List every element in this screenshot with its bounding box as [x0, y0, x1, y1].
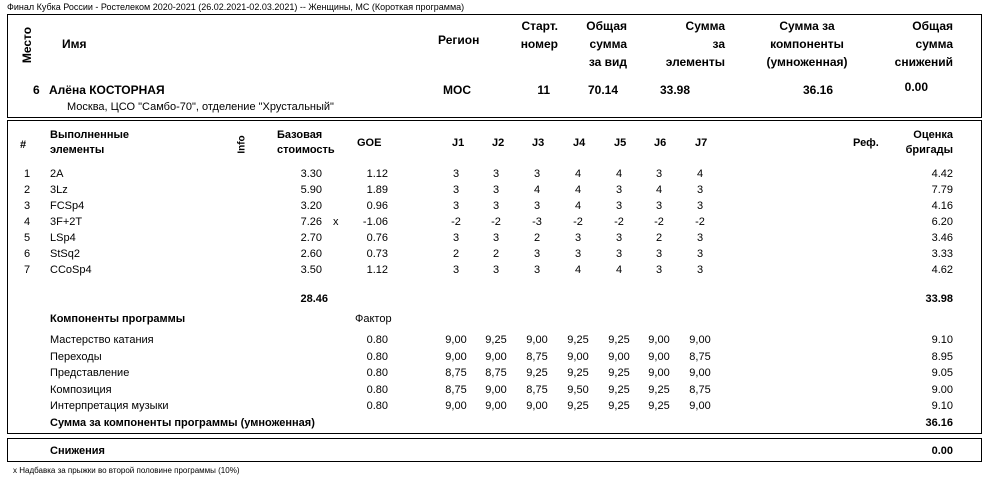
component-panel-score: 9.10: [931, 334, 953, 346]
element-name: 3F+2T: [50, 216, 83, 228]
component-j5-score: 9,25: [608, 367, 630, 379]
col-j4-label: J4: [573, 137, 586, 149]
element-j5-score: 3: [615, 232, 623, 244]
col-base-line: Базовая: [277, 129, 323, 141]
component-j6-score: 9,25: [648, 400, 670, 412]
element-j2-score: 3: [492, 200, 500, 212]
element-panel-score: 4.42: [931, 168, 953, 180]
element-j7-score: -2: [695, 216, 705, 228]
col-j6-label: J6: [654, 137, 667, 149]
element-number: 3: [24, 200, 31, 212]
col-base-line: стоимость: [277, 144, 335, 156]
total-label: [560, 17, 627, 71]
component-j2-score: 8,75: [485, 367, 507, 379]
element-number: 4: [24, 216, 31, 228]
element-j3-score: 3: [533, 248, 541, 260]
element-j6-score: 3: [655, 200, 663, 212]
col-j5-label: J5: [614, 137, 627, 149]
component-factor: 0.80: [366, 383, 388, 396]
element-j2-score: -2: [491, 216, 501, 228]
element-j1-score: -2: [451, 216, 461, 228]
element-goe: 0.96: [366, 200, 388, 212]
col-j3-label: J3: [532, 137, 545, 149]
element-j2-score: 3: [492, 168, 500, 180]
component-name: Представление: [50, 367, 130, 379]
element-panel-score: 3.33: [931, 248, 953, 260]
component-panel-score: 9.05: [931, 367, 953, 379]
component-j6-score: 9,25: [648, 383, 670, 396]
col-j7-label: J7: [695, 137, 708, 149]
elements-score-total: 33.98: [925, 293, 953, 305]
element-j5-score: 3: [615, 248, 623, 260]
element-j3-score: 4: [533, 184, 541, 196]
element-goe: 0.76: [366, 232, 388, 244]
col-panel-line: Оценка: [913, 129, 953, 141]
skater-elements-score: 33.98: [659, 83, 690, 97]
element-j6-score: 3: [655, 264, 663, 276]
element-j4-score: 3: [574, 248, 582, 260]
element-number: 6: [24, 248, 31, 260]
col-j2-label: J2: [492, 137, 505, 149]
component-j4-score: 9,50: [567, 383, 589, 396]
element-j5-score: 3: [615, 184, 623, 196]
element-j3-score: 3: [533, 168, 541, 180]
element-j1-score: 3: [452, 200, 460, 212]
component-name: Интерпретация музыки: [50, 400, 169, 412]
element-name: 3Lz: [50, 184, 68, 196]
element-j6-score: 3: [655, 248, 663, 260]
element-j1-score: 3: [452, 232, 460, 244]
element-j1-score: 3: [452, 184, 460, 196]
element-j7-score: 3: [696, 200, 704, 212]
component-j1-score: 9,00: [445, 334, 467, 346]
component-j5-score: 9,25: [608, 400, 630, 412]
component-j6-score: 9,00: [648, 367, 670, 379]
element-j1-score: 3: [452, 264, 460, 276]
component-j2-score: 9,25: [485, 334, 507, 346]
element-j4-score: 4: [574, 168, 582, 180]
element-j2-score: 2: [492, 248, 500, 260]
element-j1-score: 3: [452, 168, 460, 180]
skater-total: 70.14: [587, 83, 618, 97]
elements-sum-label-line: элементы: [665, 55, 725, 69]
element-base-value: 3.30: [300, 168, 322, 180]
element-j4-score: -2: [573, 216, 583, 228]
deductions-box: [7, 438, 982, 462]
start-label-line: Старт.: [521, 19, 558, 33]
element-j1-score: 2: [452, 248, 460, 260]
name-label: Имя: [62, 37, 87, 51]
component-j3-score: 9,00: [526, 334, 548, 346]
start-label-line: номер: [520, 37, 558, 51]
col-ref-label: Реф.: [853, 137, 879, 149]
element-panel-score: 6.20: [931, 216, 953, 228]
element-j4-score: 4: [574, 184, 582, 196]
col-goe-label: GOE: [357, 137, 382, 149]
element-name: StSq2: [50, 248, 80, 260]
element-number: 1: [24, 168, 31, 180]
element-name: 2A: [50, 168, 64, 180]
element-goe: 1.12: [366, 168, 388, 180]
element-number: 2: [24, 184, 31, 196]
element-j6-score: 3: [655, 168, 663, 180]
element-number: 7: [24, 264, 31, 276]
deductions-label-row: Снижения: [50, 445, 105, 457]
col-panel-line: бригады: [905, 144, 953, 156]
components-sum-label-line: компоненты: [770, 37, 844, 51]
col-num-label: #: [20, 139, 27, 151]
skater-deductions: 0.00: [904, 80, 928, 94]
components-sum-label-line: (умноженная): [766, 55, 848, 69]
component-j6-score: 9,00: [648, 350, 670, 363]
element-j3-score: 3: [533, 264, 541, 276]
component-j7-score: 8,75: [689, 350, 711, 363]
component-j1-score: 8,75: [445, 383, 467, 396]
element-j6-score: 2: [655, 232, 663, 244]
element-j2-score: 3: [492, 232, 500, 244]
element-j6-score: -2: [654, 216, 664, 228]
element-goe: 1.89: [366, 184, 388, 196]
elements-sum-label: [640, 17, 725, 71]
element-base-value: 3.20: [300, 200, 322, 212]
component-factor: 0.80: [366, 334, 388, 346]
element-goe: 0.73: [366, 248, 388, 260]
component-j1-score: 8,75: [445, 367, 467, 379]
element-panel-score: 4.62: [931, 264, 953, 276]
skater-name: Алёна КОСТОРНАЯ: [49, 83, 165, 97]
element-j7-score: 3: [696, 264, 704, 276]
deductions-label: [880, 17, 953, 71]
element-j7-score: 3: [696, 232, 704, 244]
col-executed-line: Выполненные: [50, 129, 129, 141]
element-base-value: 2.60: [300, 248, 322, 260]
element-panel-score: 7.79: [931, 184, 953, 196]
elements-sum-label-line: Сумма: [685, 19, 725, 33]
component-j7-score: 9,00: [689, 400, 711, 412]
component-j2-score: 9,00: [485, 383, 507, 396]
element-base-value: 3.50: [300, 264, 322, 276]
components-title: Компоненты программы: [50, 313, 186, 325]
element-j3-score: 2: [533, 232, 541, 244]
elements-sum-label-line: за: [712, 37, 725, 51]
component-factor: 0.80: [366, 350, 388, 363]
component-j7-score: 8,75: [689, 383, 711, 396]
component-panel-score: 9.00: [931, 383, 953, 396]
element-j2-score: 3: [492, 184, 500, 196]
deductions-label-line: снижений: [894, 55, 953, 69]
element-j5-score: 4: [615, 168, 623, 180]
element-base-value: 5.90: [300, 184, 322, 196]
element-j4-score: 3: [574, 232, 582, 244]
component-factor: 0.80: [366, 367, 388, 379]
col-info-label: Info: [236, 135, 248, 154]
col-base-label: [277, 128, 335, 158]
component-j4-score: 9,00: [567, 350, 589, 363]
components-sum-label: [752, 17, 862, 71]
element-j2-score: 3: [492, 264, 500, 276]
elements-base-total: 28.46: [300, 293, 328, 305]
col-panel-label: [880, 128, 953, 158]
skater-components-score: 36.16: [802, 83, 833, 97]
component-j5-score: 9,25: [608, 383, 630, 396]
component-j2-score: 9,00: [485, 350, 507, 363]
element-j7-score: 4: [696, 168, 704, 180]
component-j5-score: 9,00: [608, 350, 630, 363]
deductions-score: 0.00: [931, 445, 953, 457]
deductions-label-line: сумма: [915, 37, 953, 51]
element-j6-score: 4: [655, 184, 663, 196]
component-j3-score: 9,00: [526, 400, 548, 412]
element-j3-score: 3: [533, 200, 541, 212]
start-label: [505, 17, 558, 53]
element-j5-score: 3: [615, 200, 623, 212]
total-label-line: Общая: [586, 19, 627, 33]
element-goe: 1.12: [366, 264, 388, 276]
element-name: CCoSp4: [50, 264, 92, 276]
skater-region: MOC: [443, 83, 471, 97]
component-j2-score: 9,00: [485, 400, 507, 412]
element-name: FCSp4: [50, 200, 85, 212]
component-j4-score: 9,25: [567, 400, 589, 412]
component-panel-score: 9.10: [931, 400, 953, 412]
element-j5-score: -2: [614, 216, 624, 228]
element-j7-score: 3: [696, 184, 704, 196]
element-number: 5: [24, 232, 31, 244]
components-total-score: 36.16: [925, 417, 953, 429]
element-panel-score: 3.46: [931, 232, 953, 244]
element-bonus-mark: x: [333, 216, 339, 228]
skater-start-no: 11: [537, 83, 550, 97]
element-j5-score: 4: [615, 264, 623, 276]
col-executed-line: элементы: [50, 144, 105, 156]
element-j4-score: 4: [574, 200, 582, 212]
component-j5-score: 9,25: [608, 334, 630, 346]
region-label: Регион: [438, 33, 480, 47]
total-label-line: за вид: [588, 55, 627, 69]
skater-club: Москва, ЦСО "Самбо-70", отделение "Хрустальный": [67, 101, 334, 113]
component-panel-score: 8.95: [931, 350, 953, 363]
component-j4-score: 9,25: [567, 334, 589, 346]
element-j3-score: -3: [532, 216, 542, 228]
page-title: Финал Кубка России - Ростелеком 2020-2021 (26.02.2021-02.03.2021) -- Женщины, МС (Короткая программа): [7, 2, 465, 12]
component-factor: 0.80: [366, 400, 388, 412]
element-j7-score: 3: [696, 248, 704, 260]
element-name: LSp4: [50, 232, 76, 244]
component-j7-score: 9,00: [689, 367, 711, 379]
component-name: Переходы: [50, 350, 102, 363]
footnote: x Надбавка за прыжки во второй половине программы (10%): [13, 466, 240, 475]
total-label-line: сумма: [589, 37, 627, 51]
place-label: Место: [20, 26, 34, 64]
component-j4-score: 9,25: [567, 367, 589, 379]
component-j7-score: 9,00: [689, 334, 711, 346]
skater-place: 6: [33, 83, 40, 97]
components-total-label: Сумма за компоненты программы (умноженная): [50, 417, 315, 429]
component-name: Композиция: [50, 383, 112, 396]
component-name: Мастерство катания: [50, 334, 154, 346]
element-panel-score: 4.16: [931, 200, 953, 212]
component-j3-score: 9,25: [526, 367, 548, 379]
deductions-label-line: Общая: [912, 19, 953, 33]
component-j1-score: 9,00: [445, 400, 467, 412]
element-base-value: 7.26: [300, 216, 322, 228]
components-sum-label-line: Сумма за: [779, 19, 835, 33]
element-base-value: 2.70: [300, 232, 322, 244]
element-j4-score: 4: [574, 264, 582, 276]
factor-label: Фактор: [355, 313, 392, 325]
component-j3-score: 8,75: [526, 383, 548, 396]
component-j6-score: 9,00: [648, 334, 670, 346]
component-j1-score: 9,00: [445, 350, 467, 363]
col-j1-label: J1: [452, 137, 465, 149]
element-goe: -1.06: [362, 216, 388, 228]
component-j3-score: 8,75: [526, 350, 548, 363]
col-executed-label: [50, 128, 129, 158]
